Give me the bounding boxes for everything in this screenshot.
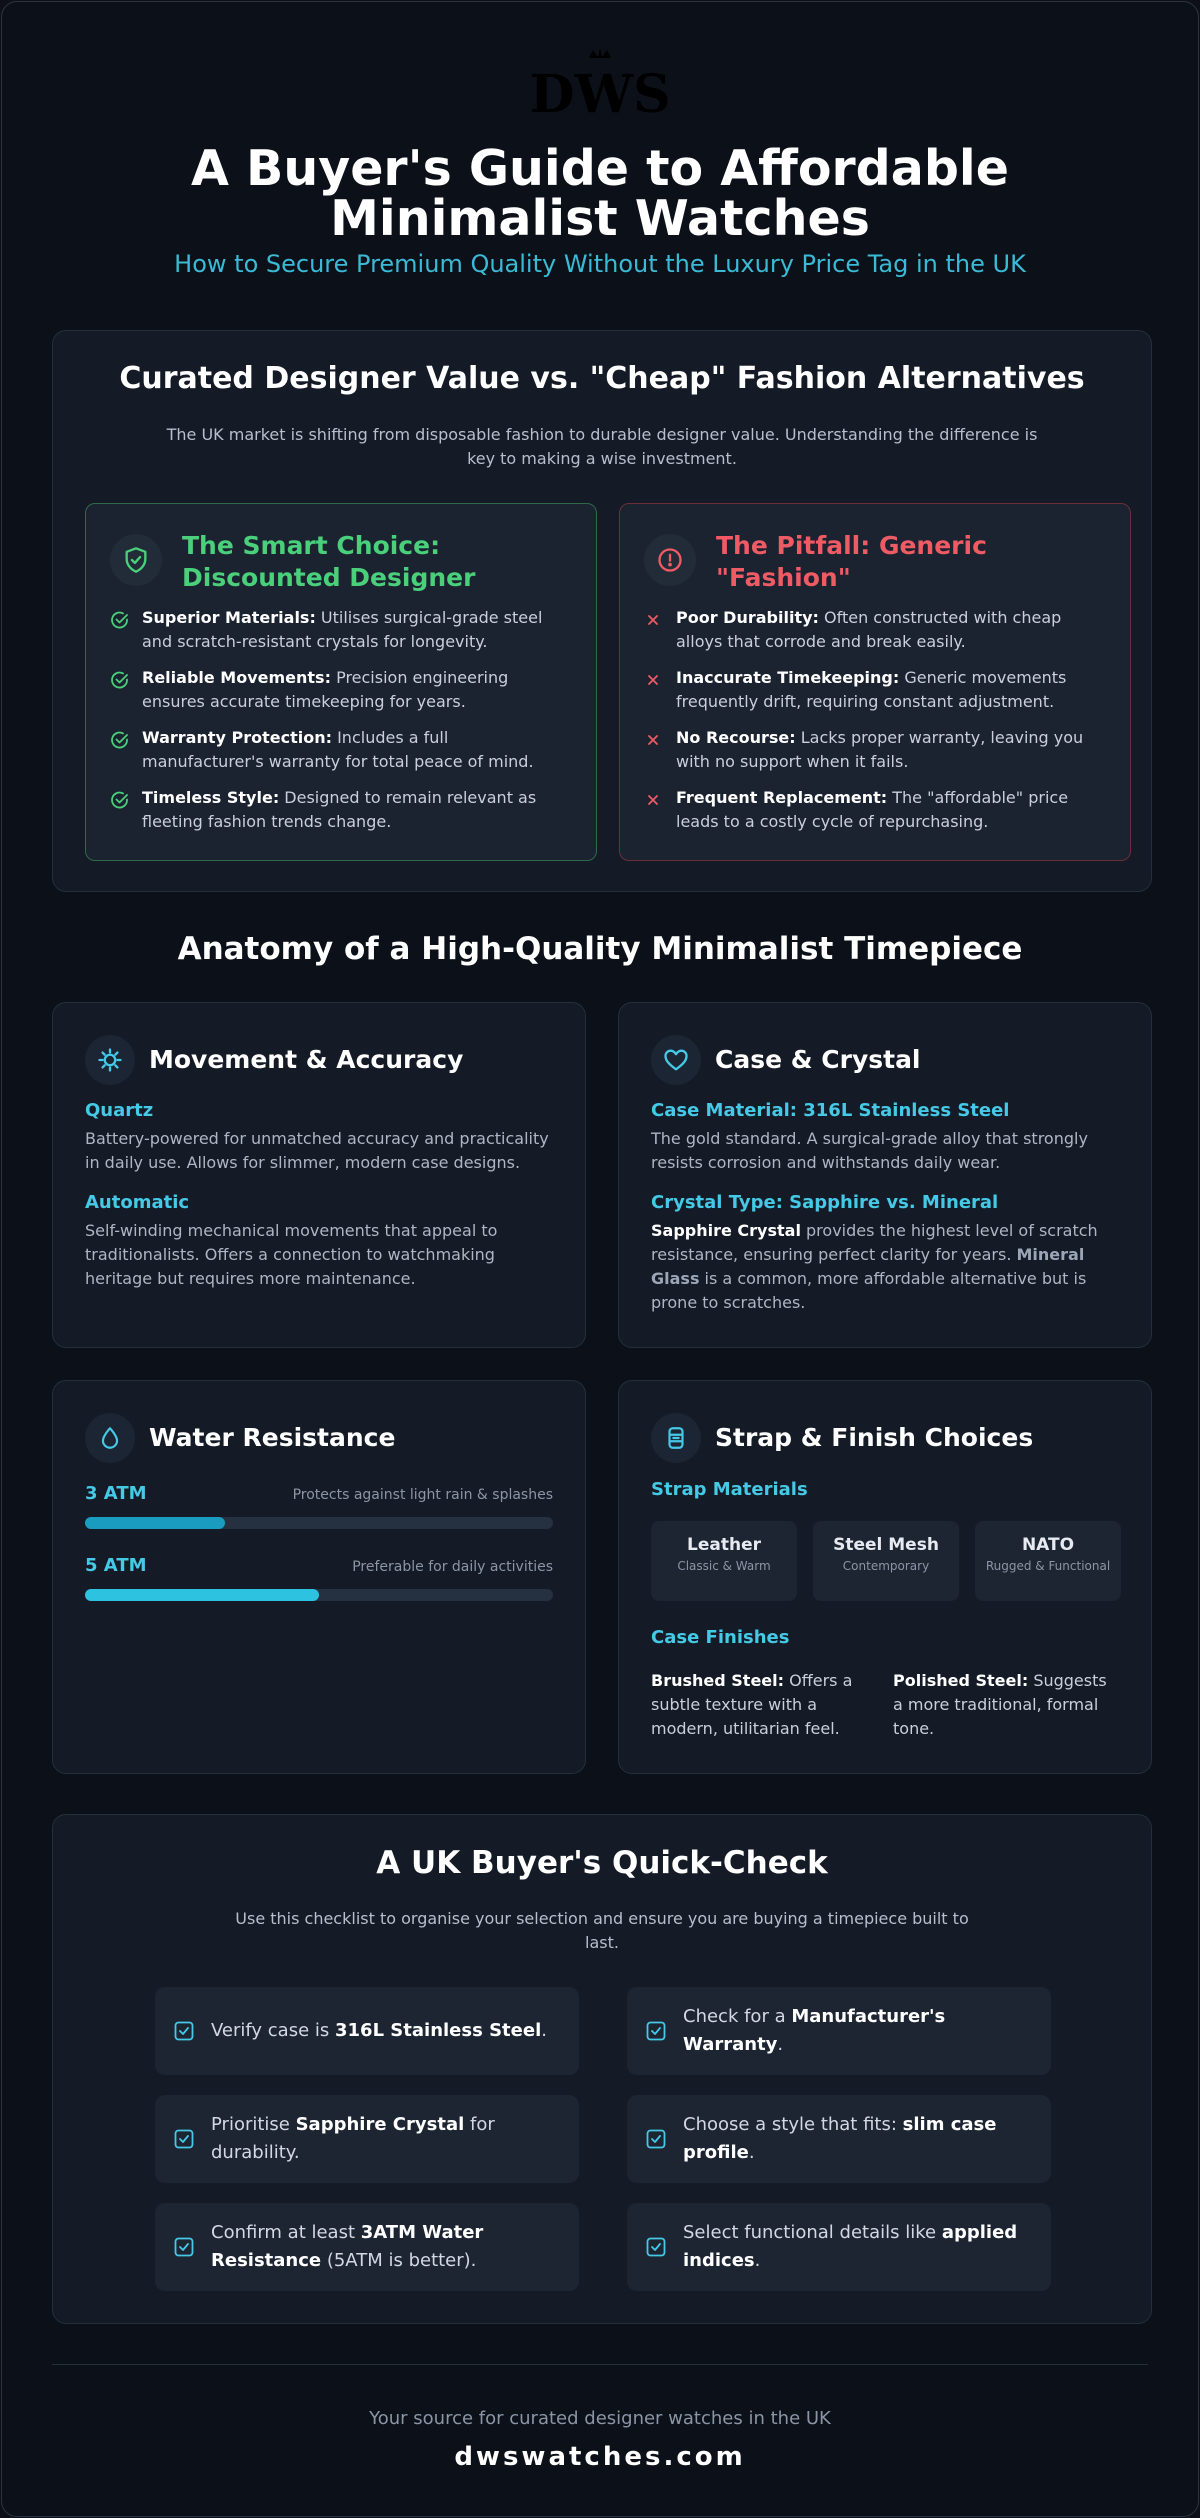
water-level-bar [85, 1517, 553, 1529]
list-item [644, 726, 1108, 786]
quartz-desc: Battery-powered for unmatched accuracy and practicality in daily use. Allows for slimmer, modern case designs. [85, 1129, 549, 1172]
checklist-text: Choose a style that fits: slim case profile. [683, 2114, 997, 2163]
smart-choice-title: The Smart Choice: Discounted Designer [182, 531, 476, 592]
crystal-type-desc [651, 1219, 1119, 1315]
case-material-desc: The gold standard. A surgical-grade alloy that strongly resists corrosion and withstands daily wear. [651, 1129, 1088, 1172]
item-strong: Poor Durability: [676, 608, 819, 627]
page-subtitle: How to Secure Premium Quality Without the Luxury Price Tag in the UK [174, 250, 1026, 278]
strap-option-leather [651, 1521, 797, 1601]
automatic-desc: Self-winding mechanical movements that appeal to traditionalists. Offers a connection to watchmaking heritage but requires more maintenance. [85, 1221, 498, 1288]
water-resistance-title: Water Resistance [149, 1423, 396, 1452]
water-level-label: 3 ATM [85, 1483, 147, 1504]
gear-icon [85, 1035, 135, 1085]
checklist-text: Check for a Manufacturer's Warranty. [683, 2006, 946, 2055]
checklist-intro: Use this checklist to organise your selection and ensure you are buying a timepiece built to last. [235, 1909, 969, 1952]
item-text: The "affordable" price leads to a costly cycle of repurchasing. [676, 788, 1069, 831]
x-mark-icon [644, 790, 664, 810]
movement-title: Movement & Accuracy [149, 1045, 464, 1074]
page-title: A Buyer's Guide to Affordable Minimalist Watches [191, 140, 1009, 247]
strap-option-steel-mesh [813, 1521, 959, 1601]
automatic-label: Automatic [85, 1192, 190, 1213]
item-strong: Timeless Style: [142, 788, 280, 807]
list-item [110, 726, 574, 786]
list-item [110, 786, 574, 846]
checklist-item[interactable] [627, 1987, 1051, 2075]
checklist-text: Select functional details like applied indices. [683, 2222, 1018, 2271]
list-item [644, 786, 1108, 846]
checklist-section [52, 1814, 1152, 2324]
finish-strong: Polished Steel: [893, 1671, 1029, 1690]
checkbox-checked-icon [173, 2128, 195, 2150]
checklist-item[interactable] [155, 2203, 579, 2291]
infographic-page [1, 1, 1199, 2517]
item-text: Includes a full manufacturer's warranty for total peace of mind. [142, 728, 534, 771]
check-circle-icon [110, 670, 130, 690]
pitfall-header [644, 530, 1110, 590]
item-text: Often constructed with cheap alloys that corrode and break easily. [676, 608, 1062, 651]
quartz-label: Quartz [85, 1100, 154, 1121]
water-level-note: Protects against light rain & splashes [292, 1487, 553, 1503]
svg-text:DWS: DWS [529, 64, 671, 125]
strap-name: NATO [1021, 1535, 1075, 1555]
comparison-section [52, 330, 1152, 892]
item-strong: Frequent Replacement: [676, 788, 888, 807]
checklist-item[interactable] [627, 2095, 1051, 2183]
list-item [110, 606, 574, 666]
strap-name: Steel Mesh [833, 1535, 939, 1555]
pitfall-card [619, 503, 1131, 861]
strap-sub: Rugged & Functional [985, 1559, 1111, 1573]
dws-logo-mark [529, 48, 671, 125]
case-crystal-title: Case & Crystal [715, 1045, 921, 1074]
strap-sub: Classic & Warm [677, 1559, 771, 1573]
case-finishes-label: Case Finishes [651, 1627, 790, 1648]
checklist-item[interactable] [155, 2095, 579, 2183]
checklist-item[interactable] [155, 1987, 579, 2075]
smart-choice-header [110, 530, 576, 590]
crystal-text: provides the highest level of scratch resistance, ensuring perfect clarity for years. [651, 1221, 1098, 1264]
x-mark-icon [644, 730, 664, 750]
finish-brushed [651, 1669, 871, 1741]
mineral-highlight: Mineral Glass [651, 1245, 1085, 1288]
checkbox-checked-icon [173, 2020, 195, 2042]
list-item [644, 666, 1108, 726]
checklist-item[interactable] [627, 2203, 1051, 2291]
checkbox-checked-icon [645, 2020, 667, 2042]
checkbox-checked-icon [173, 2236, 195, 2258]
checklist-title: A UK Buyer's Quick-Check [376, 1845, 828, 1881]
strap-materials-label: Strap Materials [651, 1479, 808, 1500]
smart-choice-list [110, 606, 574, 846]
water-level-bar [85, 1589, 553, 1601]
x-mark-icon [644, 670, 664, 690]
checklist-text: Confirm at least 3ATM Water Resistance (5ATM is better). [211, 2222, 484, 2271]
smart-choice-card [85, 503, 597, 861]
water-resistance-card [52, 1380, 586, 1774]
heart-icon [651, 1035, 701, 1085]
strap-sub: Contemporary [842, 1559, 930, 1573]
item-strong: Reliable Movements: [142, 668, 331, 687]
anatomy-title: Anatomy of a High-Quality Minimalist Timepiece [177, 931, 1023, 967]
item-strong: Inaccurate Timekeeping: [676, 668, 900, 687]
movement-card [52, 1002, 586, 1348]
checklist-text: Prioritise Sapphire Crystal for durability. [211, 2114, 495, 2163]
sapphire-strong: Sapphire Crystal [651, 1221, 801, 1240]
pitfall-title: The Pitfall: Generic "Fashion" [716, 531, 987, 592]
water-level-label: 5 ATM [85, 1555, 147, 1576]
item-text: Generic movements frequently drift, requiring constant adjustment. [676, 668, 1067, 711]
item-text: Lacks proper warranty, leaving you with no support when it fails. [676, 728, 1084, 771]
crystal-type-label: Crystal Type: Sapphire vs. Mineral [651, 1192, 999, 1213]
item-text: Designed to remain relevant as fleeting fashion trends change. [142, 788, 537, 831]
x-mark-icon [644, 610, 664, 630]
strap-finish-title: Strap & Finish Choices [715, 1423, 1034, 1452]
strap-name: Leather [687, 1535, 761, 1555]
item-strong: No Recourse: [676, 728, 796, 747]
strap-icon [651, 1413, 701, 1463]
finish-text: Suggests a more traditional, formal tone. [893, 1671, 1107, 1738]
checklist-text: Verify case is 316L Stainless Steel. [211, 2020, 547, 2041]
item-strong: Warranty Protection: [142, 728, 332, 747]
list-item [110, 666, 574, 726]
strap-option-nato [975, 1521, 1121, 1601]
checkbox-checked-icon [645, 2236, 667, 2258]
strap-finish-card [618, 1380, 1152, 1774]
comparison-intro: The UK market is shifting from disposable fashion to durable designer value. Understanding the difference is key to making a wise investment. [166, 425, 1038, 468]
checkbox-checked-icon [645, 2128, 667, 2150]
case-material-label: Case Material: 316L Stainless Steel [651, 1100, 1010, 1121]
case-crystal-card [618, 1002, 1152, 1348]
footer-website-link[interactable]: dwswatches.com [454, 2442, 746, 2472]
pitfall-list [644, 606, 1108, 846]
water-drop-icon [85, 1413, 135, 1463]
shield-check-icon [110, 534, 162, 586]
check-circle-icon [110, 610, 130, 630]
water-level-fill [85, 1517, 225, 1529]
list-item [644, 606, 1108, 666]
comparison-title: Curated Designer Value vs. "Cheap" Fashion Alternatives [119, 361, 1085, 396]
item-text: Precision engineering ensures accurate timekeeping for years. [142, 668, 509, 711]
check-circle-icon [110, 790, 130, 810]
item-text: Utilises surgical-grade steel and scratch-resistant crystals for longevity. [142, 608, 543, 651]
check-circle-icon [110, 730, 130, 750]
finish-text: Offers a subtle texture with a modern, utilitarian feel. [651, 1671, 853, 1738]
finish-polished [893, 1669, 1121, 1741]
crystal-text: is a common, more affordable alternative but is prone to scratches. [651, 1269, 1087, 1312]
item-strong: Superior Materials: [142, 608, 316, 627]
alert-circle-icon [644, 534, 696, 586]
water-level-fill [85, 1589, 319, 1601]
footer-tagline: Your source for curated designer watches in the UK [369, 2408, 831, 2429]
brand-logo [2, 48, 1198, 125]
finish-strong: Brushed Steel: [651, 1671, 785, 1690]
footer-divider [52, 2364, 1148, 2365]
water-level-note: Preferable for daily activities [352, 1559, 553, 1575]
